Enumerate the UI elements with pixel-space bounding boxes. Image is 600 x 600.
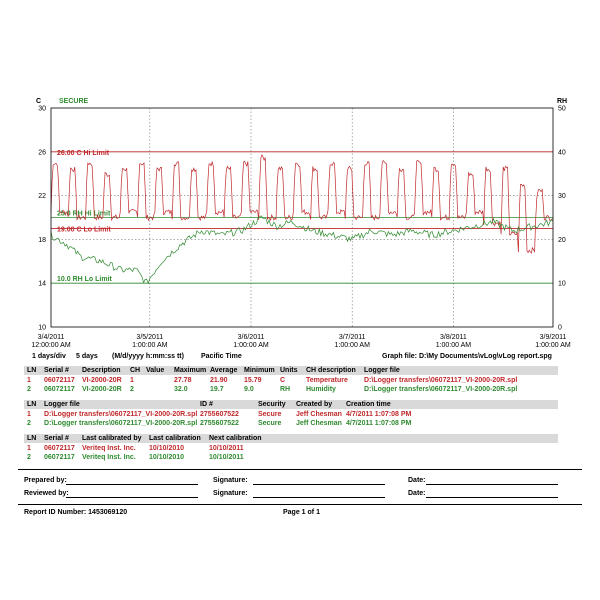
x-tick-time: 1:00:00 AM xyxy=(132,342,168,349)
table1-header-10: Logger file xyxy=(364,367,400,374)
table1-header-5: Maximum xyxy=(174,367,207,374)
table1-cell: 06072117 xyxy=(44,386,75,393)
table2-cell: Jeff Chesman xyxy=(296,420,342,427)
table2-cell: 4/7/2011 1:07:08 PM xyxy=(346,420,412,427)
table2-header-bar xyxy=(24,400,558,409)
right-axis-label: RH xyxy=(557,98,568,105)
table1-cell: 2 xyxy=(27,386,31,393)
time-zone: Pacific Time xyxy=(201,353,242,360)
table1-cell: 1 xyxy=(27,377,31,384)
right-tick-labels xyxy=(558,106,566,332)
table1-cell: 9.0 xyxy=(244,386,254,393)
date-label-2: Date: xyxy=(408,490,426,497)
days-span: 5 days xyxy=(76,353,98,360)
signature-divider xyxy=(18,469,582,470)
table1-header-7: Minimum xyxy=(244,367,275,374)
footer-divider xyxy=(18,504,582,505)
table3-cell: 06072117 xyxy=(44,454,75,461)
left-tick-label: 14 xyxy=(38,280,46,288)
x-tick-time: 1:00:00 AM xyxy=(233,342,269,349)
x-tick-date: 3/4/2011 xyxy=(37,334,65,341)
table1-cell: D:\Logger transfers\06072117_VI-2000-20R.spl xyxy=(364,386,518,393)
table1-cell: Temperature xyxy=(306,377,348,384)
table1-cell: 1 xyxy=(130,377,134,384)
table1-header-8: Units xyxy=(280,367,298,374)
prepared-by-label: Prepared by: xyxy=(24,477,67,484)
table2-cell: Secure xyxy=(258,411,282,418)
table1-cell: Humidity xyxy=(306,386,336,393)
x-tick-date: 3/8/2011 xyxy=(440,334,467,341)
left-tick-label: 26 xyxy=(38,149,46,157)
table3-header-0: LN xyxy=(27,435,37,442)
series-humidity-line xyxy=(51,216,553,283)
table2-cell: 2755607522 xyxy=(200,411,239,418)
table1-cell: RH xyxy=(280,386,291,393)
table2-header-3: Security xyxy=(258,401,286,408)
left-tick-label: 22 xyxy=(38,193,46,201)
table1-header-6: Average xyxy=(210,367,238,374)
right-tick-label: 30 xyxy=(558,193,566,201)
signature-label-2: Signature: xyxy=(213,490,248,497)
x-tick-date: 3/9/2011 xyxy=(539,334,567,341)
table2-header-2: ID # xyxy=(200,401,213,408)
date-line-2[interactable] xyxy=(426,489,558,498)
table1-cell: 21.90 xyxy=(210,377,228,384)
table1-cell: C xyxy=(280,377,286,384)
table3-cell: Veriteq Inst. Inc. xyxy=(82,445,136,452)
table3-header-3: Last calibration xyxy=(149,435,201,442)
table1-header-9: CH description xyxy=(306,367,356,374)
table2-cell: Jeff Chesman xyxy=(296,411,342,418)
time-format: (M/d/yyyy h:mm:ss tt) xyxy=(112,353,184,360)
table2-cell: D:\Logger transfers\06072117_VI-2000-20R.spl xyxy=(44,411,198,418)
x-tick-time: 1:00:00 AM xyxy=(334,342,370,349)
limit-label: 25.0 RH Hi Limit xyxy=(57,210,111,218)
table1-cell: VI-2000-20R xyxy=(82,377,122,384)
table3-cell: 10/10/2011 xyxy=(209,454,244,461)
x-tick-time: 1:00:00 AM xyxy=(435,342,472,349)
table1-cell: 06072117 xyxy=(44,377,75,384)
right-tick-label: 0 xyxy=(558,324,562,332)
graph-file: Graph file: D:\My Documents\vLog\vLog report.spg xyxy=(382,353,552,360)
x-tick-date: 3/7/2011 xyxy=(338,334,366,341)
limit-label: 26.00 C Hi Limit xyxy=(57,149,110,157)
signature-line-1[interactable] xyxy=(253,476,385,485)
series-temperature-line xyxy=(51,155,553,253)
report-id: Report ID Number: 1453069120 xyxy=(24,509,128,516)
table2-cell: 4/7/2011 1:07:08 PM xyxy=(346,411,412,418)
right-tick-label: 40 xyxy=(558,149,566,157)
table1-cell: 2 xyxy=(130,386,134,393)
table3-header-2: Last calibrated by xyxy=(82,435,142,442)
table2-header-4: Created by xyxy=(296,401,333,408)
table1-header-2: Description xyxy=(82,367,121,374)
date-line-1[interactable] xyxy=(426,476,558,485)
table3-header-1: Serial # xyxy=(44,435,69,442)
right-tick-label: 20 xyxy=(558,236,566,244)
page-number: Page 1 of 1 xyxy=(283,509,320,516)
signature-label-1: Signature: xyxy=(213,477,248,484)
table2-header-0: LN xyxy=(27,401,37,408)
table3-cell: 06072117 xyxy=(44,445,75,452)
table1-cell: VI-2000-20R xyxy=(82,386,122,393)
limit-label: 10.0 RH Lo Limit xyxy=(57,276,112,284)
right-tick-label: 50 xyxy=(558,105,566,113)
left-tick-label: 30 xyxy=(38,105,46,113)
table3-cell: 1 xyxy=(27,445,31,452)
table2-header-5: Creation time xyxy=(346,401,391,408)
left-tick-labels xyxy=(38,106,46,332)
prepared-by-line[interactable] xyxy=(66,476,198,485)
right-tick-label: 10 xyxy=(558,280,566,288)
table2-cell: Secure xyxy=(258,420,282,427)
table2-cell: 2755607522 xyxy=(200,420,239,427)
table2-cell: D:\Logger transfers\06072117_VI-2000-20R.spl xyxy=(44,420,198,427)
secure-status-label: SECURE xyxy=(59,98,89,105)
table3-cell: 10/10/2010 xyxy=(149,454,185,461)
table1-cell: 15.79 xyxy=(244,377,262,384)
limit-label: 19.00 C Lo Limit xyxy=(57,226,111,234)
x-tick-time: 12:00:00 AM xyxy=(31,342,71,349)
table1-cell: 19.7 xyxy=(210,386,224,393)
left-axis-label: C xyxy=(36,98,42,105)
table1-cell: D:\Logger transfers\06072117_VI-2000-20R.spl xyxy=(364,377,518,384)
table3-header-4: Next calibration xyxy=(209,435,262,442)
date-label-1: Date: xyxy=(408,477,426,484)
left-tick-label: 10 xyxy=(38,324,46,332)
signature-line-2[interactable] xyxy=(253,489,385,498)
table3-cell: Veriteq Inst. Inc. xyxy=(82,454,136,461)
table1-header-1: Serial # xyxy=(44,367,69,374)
table2-cell: 2 xyxy=(27,420,31,427)
x-tick-labels xyxy=(31,334,571,349)
table3-cell: 10/10/2010 xyxy=(149,445,185,452)
table1-header-0: LN xyxy=(27,367,37,374)
table2-header-1: Logger file xyxy=(44,401,80,408)
table1-cell: 32.0 xyxy=(174,386,188,393)
reviewed-by-label: Reviewed by: xyxy=(24,490,69,497)
table3-cell: 2 xyxy=(27,454,31,461)
table2-cell: 1 xyxy=(27,411,31,418)
table1-header-3: CH xyxy=(130,367,141,374)
x-tick-date: 3/5/2011 xyxy=(136,334,164,341)
table3-cell: 10/10/2011 xyxy=(209,445,244,452)
table1-header-4: Value xyxy=(146,367,165,374)
table1-cell: 27.78 xyxy=(174,377,192,384)
x-tick-date: 3/6/2011 xyxy=(237,334,265,341)
left-tick-label: 18 xyxy=(38,236,46,244)
reviewed-by-line[interactable] xyxy=(66,489,198,498)
x-tick-time: 1:00:00 AM xyxy=(535,342,571,349)
days-per-div: 1 days/div xyxy=(32,353,66,360)
